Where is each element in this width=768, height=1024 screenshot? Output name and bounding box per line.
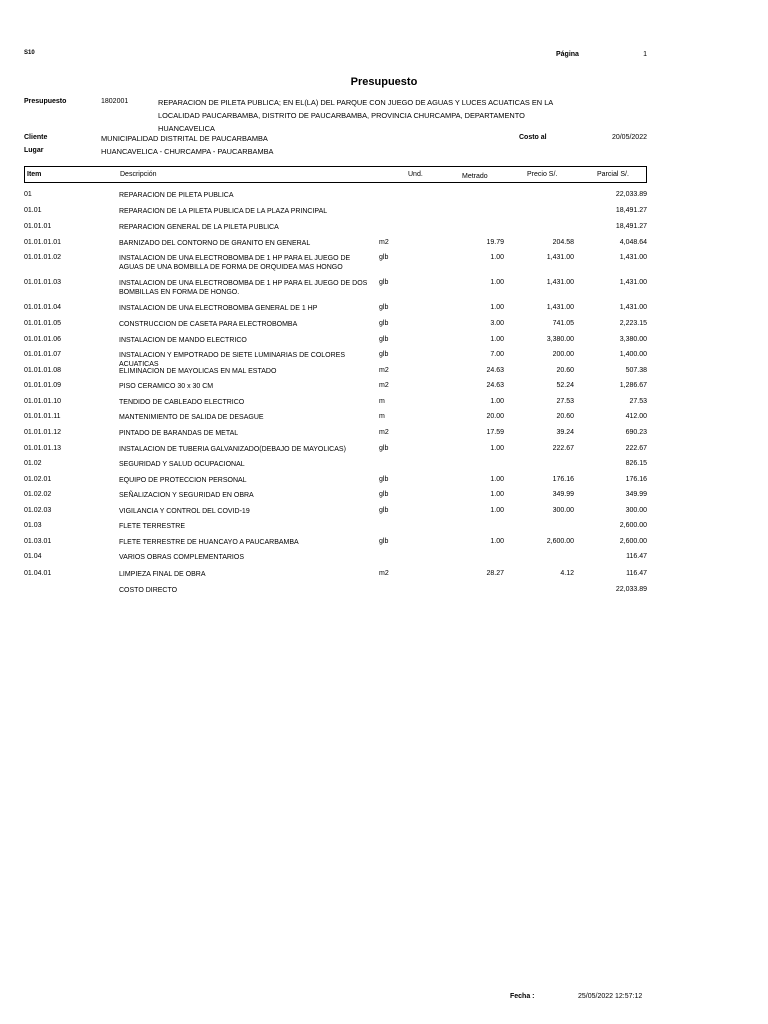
row-metrado: 1.00	[490, 538, 504, 545]
row-item: 01.01.01.06	[24, 336, 61, 343]
column-metrado: Metrado	[462, 173, 488, 180]
row-parcial: 300.00	[625, 507, 647, 514]
row-parcial: 222.67	[625, 445, 647, 452]
row-precio: 741.05	[552, 320, 574, 327]
row-precio: 1,431.00	[546, 254, 574, 261]
row-item: 01.01.01.05	[24, 320, 61, 327]
row-unit: glb	[379, 507, 389, 514]
row-precio: 4.12	[560, 570, 574, 577]
row-metrado: 24.63	[486, 367, 504, 374]
row-item: 01.01.01.13	[24, 445, 61, 452]
row-item: 01.01.01.09	[24, 382, 61, 389]
row-metrado: 1.00	[490, 398, 504, 405]
row-parcial: 1,431.00	[619, 304, 647, 311]
cliente-label: Cliente	[24, 134, 48, 141]
row-description: SEGURIDAD Y SALUD OCUPACIONAL	[119, 461, 245, 468]
row-parcial: 116.47	[626, 570, 647, 577]
column-parcial: Parcial S/.	[597, 171, 629, 178]
row-unit: glb	[379, 538, 389, 545]
row-metrado: 7.00	[490, 351, 504, 358]
row-unit: glb	[379, 336, 389, 343]
row-description: INSTALACION DE TUBERIA GALVANIZADO(DEBAJO DE MAYOLICAS)	[119, 446, 346, 453]
row-item: 01.01.01.11	[24, 413, 61, 420]
row-description: PINTADO DE BARANDAS DE METAL	[119, 430, 239, 437]
row-parcial: 4,048.64	[619, 239, 647, 246]
row-unit: glb	[379, 476, 389, 483]
costo-value: 20/05/2022	[611, 134, 647, 141]
row-precio: 200.00	[552, 351, 574, 358]
row-parcial: 176.16	[625, 476, 647, 483]
row-precio: 176.16	[552, 476, 574, 483]
row-item: 01	[24, 191, 32, 198]
costo-label: Costo al	[519, 134, 547, 141]
row-metrado: 1.00	[490, 491, 504, 498]
row-parcial: 2,600.00	[619, 538, 647, 545]
row-description: INSTALACION DE UNA ELECTROBOMBA DE 1 HP PARA EL JUEGO DE DOS BOMBILLAS EN FORMA DE HONGO.	[119, 280, 368, 296]
row-parcial: 116.47	[626, 553, 647, 560]
row-metrado: 1.00	[490, 507, 504, 514]
row-description: FLETE TERRESTRE DE HUANCAYO A PAUCARBAMBA	[119, 539, 299, 546]
row-unit: glb	[379, 279, 389, 286]
row-parcial: 18,491.27	[615, 207, 647, 214]
row-item: 01.03	[24, 522, 42, 529]
row-item: 01.01.01.01	[24, 239, 61, 246]
row-unit: glb	[379, 445, 389, 452]
row-parcial: 2,223.15	[619, 320, 647, 327]
lugar-label: Lugar	[24, 147, 44, 154]
row-item: 01.01.01.08	[24, 367, 61, 374]
lugar-value: HUANCAVELICA - CHURCAMPA - PAUCARBAMBA	[101, 147, 274, 156]
row-description: REPARACION DE PILETA PUBLICA	[119, 192, 234, 199]
row-parcial: 1,431.00	[619, 254, 647, 261]
row-precio: 20.60	[556, 413, 574, 420]
row-description: MANTENIMIENTO DE SALIDA DE DESAGUE	[119, 414, 264, 421]
presupuesto-code: 1802001	[101, 98, 129, 105]
row-item: 01.01	[24, 207, 42, 214]
row-description: INSTALACION Y EMPOTRADO DE SIETE LUMINARIAS DE COLORES ACUATICAS	[119, 352, 345, 368]
row-unit: m2	[379, 367, 389, 374]
row-parcial: 826.15	[625, 460, 647, 467]
row-item: 01.01.01	[24, 223, 52, 230]
row-item: 01.01.01.03	[24, 279, 61, 286]
row-parcial: 3,380.00	[619, 336, 647, 343]
presupuesto-label: Presupuesto	[24, 98, 67, 105]
row-item: 01.04	[24, 553, 42, 560]
row-metrado: 1.00	[490, 445, 504, 452]
row-precio: 349.99	[552, 491, 574, 498]
row-metrado: 17.59	[486, 429, 504, 436]
row-parcial: 690.23	[625, 429, 647, 436]
row-description: VARIOS OBRAS COMPLEMENTARIOS	[119, 554, 244, 561]
row-item: 01.03.01	[24, 538, 52, 545]
row-item: 01.01.01.10	[24, 398, 61, 405]
row-parcial: 412.00	[625, 413, 647, 420]
column-und: Und.	[408, 171, 423, 178]
row-parcial: 1,431.00	[619, 279, 647, 286]
row-metrado: 24.63	[486, 382, 504, 389]
column-precio: Precio S/.	[527, 171, 558, 178]
cliente-value: MUNICIPALIDAD DISTRITAL DE PAUCARBAMBA	[101, 134, 268, 143]
row-item: 01.02.02	[24, 491, 52, 498]
row-description: PISO CERAMICO 30 x 30 CM	[119, 383, 214, 390]
row-unit: glb	[379, 320, 389, 327]
fecha-value: 25/05/2022 12:57:12	[578, 993, 643, 1000]
row-parcial: 349.99	[625, 491, 647, 498]
row-metrado: 1.00	[490, 336, 504, 343]
page-number: 1	[643, 51, 647, 58]
row-description: INSTALACION DE MANDO ELECTRICO	[119, 337, 247, 344]
row-unit: glb	[379, 351, 389, 358]
row-description: LIMPIEZA FINAL DE OBRA	[119, 571, 206, 578]
row-precio: 39.24	[556, 429, 574, 436]
row-item: 01.02.03	[24, 507, 52, 514]
row-parcial: 507.38	[625, 367, 647, 374]
row-unit: glb	[379, 254, 389, 261]
column-item: Item	[27, 171, 42, 178]
row-item: 01.02.01	[24, 476, 52, 483]
row-description: INSTALACION DE UNA ELECTROBOMBA DE 1 HP PARA EL JUEGO DE AGUAS DE UNA BOMBILLA DE FORMA DE ORQUIDEA MAS HONGO	[119, 255, 351, 271]
row-parcial: 22,033.89	[615, 191, 647, 198]
row-precio: 1,431.00	[546, 279, 574, 286]
page-label: Página	[556, 51, 579, 58]
row-item: 01.01.01.07	[24, 351, 61, 358]
fecha-label: Fecha :	[510, 993, 535, 1000]
row-precio: 2,600.00	[546, 538, 574, 545]
row-precio: 300.00	[552, 507, 574, 514]
row-item: 01.02	[24, 460, 42, 467]
row-description: ELIMINACION DE MAYOLICAS EN MAL ESTADO	[119, 368, 277, 375]
row-metrado: 3.00	[490, 320, 504, 327]
column-descripcion: Descripción	[120, 171, 157, 178]
row-metrado: 28.27	[486, 570, 504, 577]
row-description: FLETE TERRESTRE	[119, 523, 185, 530]
row-unit: m2	[379, 239, 389, 246]
row-description: BARNIZADO DEL CONTORNO DE GRANITO EN GENERAL	[119, 240, 311, 247]
row-metrado: 19.79	[486, 239, 504, 246]
row-precio: 52.24	[556, 382, 574, 389]
row-parcial: 1,400.00	[619, 351, 647, 358]
row-description: INSTALACION DE UNA ELECTROBOMBA GENERAL DE 1 HP	[119, 305, 318, 312]
document-title: Presupuesto	[350, 76, 418, 88]
row-precio: 204.58	[552, 239, 574, 246]
row-unit: m2	[379, 570, 389, 577]
row-item: 01.04.01	[24, 570, 52, 577]
software-tag: S10	[24, 50, 35, 56]
row-description: COSTO DIRECTO	[119, 587, 178, 594]
row-description: EQUIPO DE PROTECCION PERSONAL	[119, 477, 247, 484]
row-item: 01.01.01.12	[24, 429, 61, 436]
row-precio: 222.67	[552, 445, 574, 452]
row-precio: 20.60	[556, 367, 574, 374]
row-description: VIGILANCIA Y CONTROL DEL COVID-19	[119, 508, 250, 515]
row-parcial: 27.53	[629, 398, 647, 405]
row-item: 01.01.01.04	[24, 304, 61, 311]
row-metrado: 1.00	[490, 476, 504, 483]
row-description: SEÑALIZACION Y SEGURIDAD EN OBRA	[119, 492, 254, 499]
row-description: TENDIDO DE CABLEADO ELECTRICO	[119, 399, 245, 406]
row-unit: glb	[379, 491, 389, 498]
row-precio: 1,431.00	[546, 304, 574, 311]
row-unit: m2	[379, 382, 389, 389]
row-parcial: 2,600.00	[619, 522, 647, 529]
row-item: 01.01.01.02	[24, 254, 61, 261]
row-unit: m	[379, 413, 385, 420]
row-metrado: 20.00	[486, 413, 504, 420]
row-parcial: 22,033.89	[615, 586, 647, 593]
row-description: REPARACION GENERAL DE LA PILETA PUBLICA	[119, 224, 279, 231]
row-unit: glb	[379, 304, 389, 311]
row-precio: 27.53	[556, 398, 574, 405]
row-metrado: 1.00	[490, 254, 504, 261]
row-parcial: 1,286.67	[619, 382, 647, 389]
row-metrado: 1.00	[490, 304, 504, 311]
row-metrado: 1.00	[490, 279, 504, 286]
presupuesto-description: REPARACION DE PILETA PUBLICA; EN EL(LA) DEL PARQUE CON JUEGO DE AGUAS Y LUCES ACUATICAS EN LA LOCALIDAD PAUCARBAMBA, DISTRITO DE PAUCARBAMBA, PROVINCIA CHURCAMPA, DEPARTAMENTO HUANCAVELICA	[158, 98, 553, 133]
row-precio: 3,380.00	[546, 336, 574, 343]
row-parcial: 18,491.27	[615, 223, 647, 230]
table-header	[24, 166, 647, 183]
row-unit: m	[379, 398, 385, 405]
row-description: CONSTRUCCION DE CASETA PARA ELECTROBOMBA	[119, 321, 298, 328]
row-description: REPARACION DE LA PILETA PUBLICA DE LA PLAZA PRINCIPAL	[119, 208, 328, 215]
row-unit: m2	[379, 429, 389, 436]
